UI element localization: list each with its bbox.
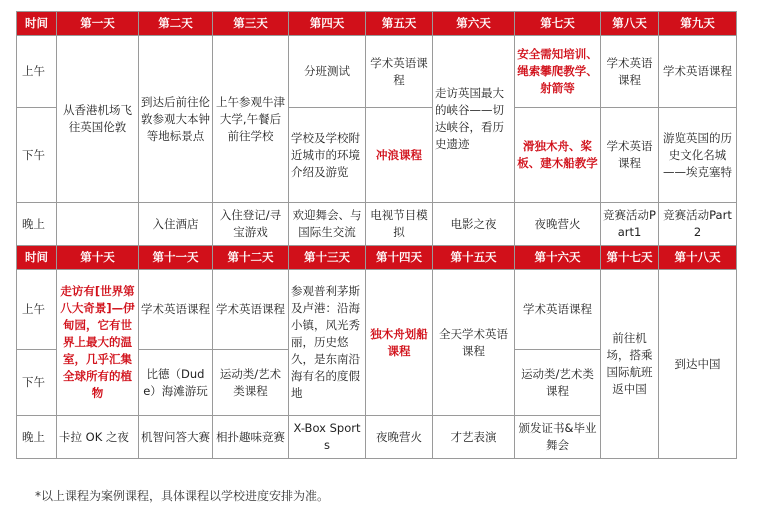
header-day12: 第十二天 bbox=[213, 246, 289, 270]
header-row-week2 bbox=[17, 246, 737, 270]
cell-day16-am: 学术英语课程 bbox=[515, 270, 601, 350]
cell-day5-eve: 电视节目模拟 bbox=[366, 203, 433, 246]
cell-day1-eve bbox=[57, 203, 139, 246]
cell-day12-pm: 运动类/艺术类课程 bbox=[213, 350, 289, 416]
row-evening-week1 bbox=[17, 203, 737, 246]
period-morning-2: 上午 bbox=[17, 270, 57, 350]
header-day7: 第七天 bbox=[515, 12, 601, 36]
header-day16: 第十六天 bbox=[515, 246, 601, 270]
header-day2: 第二天 bbox=[139, 12, 213, 36]
cell-day7-am: 安全需知培训、绳索攀爬教学、射箭等 bbox=[515, 36, 601, 108]
cell-day14-eve: 夜晚营火 bbox=[366, 416, 433, 459]
header-day17: 第十七天 bbox=[601, 246, 659, 270]
cell-day11-am: 学术英语课程 bbox=[139, 270, 213, 350]
cell-day16-eve: 颁发证书&毕业舞会 bbox=[515, 416, 601, 459]
header-row-week1 bbox=[17, 12, 737, 36]
cell-day17: 前往机场，搭乘国际航班返中国 bbox=[601, 270, 659, 459]
cell-day5-am: 学术英语课程 bbox=[366, 36, 433, 108]
header-day10: 第十天 bbox=[57, 246, 139, 270]
header-time-2: 时间 bbox=[17, 246, 57, 270]
cell-day13-eve: X-Box Sports bbox=[289, 416, 366, 459]
cell-day18: 到达中国 bbox=[659, 270, 737, 459]
header-day9: 第九天 bbox=[659, 12, 737, 36]
cell-day2-day: 到达后前往伦敦参观大本钟等地标景点 bbox=[139, 36, 213, 203]
cell-day8-am: 学术英语课程 bbox=[601, 36, 659, 108]
cell-day4-pm: 学校及学校附近城市的环境介绍及游览 bbox=[289, 108, 366, 203]
header-day13: 第十三天 bbox=[289, 246, 366, 270]
cell-day14-day: 独木舟划船课程 bbox=[366, 270, 433, 416]
cell-day7-pm: 滑独木舟、桨板、建木船教学 bbox=[515, 108, 601, 203]
header-day3: 第三天 bbox=[213, 12, 289, 36]
row-morning-week1 bbox=[17, 36, 737, 108]
header-day8: 第八天 bbox=[601, 12, 659, 36]
cell-day15-eve: 才艺表演 bbox=[433, 416, 515, 459]
header-day14: 第十四天 bbox=[366, 246, 433, 270]
cell-day2-eve: 入住酒店 bbox=[139, 203, 213, 246]
cell-day16-pm: 运动类/艺术类课程 bbox=[515, 350, 601, 416]
header-day5: 第五天 bbox=[366, 12, 433, 36]
cell-day3-eve: 入住登记/寻宝游戏 bbox=[213, 203, 289, 246]
cell-day7-eve: 夜晚营火 bbox=[515, 203, 601, 246]
cell-day3-day: 上午参观牛津大学,午餐后前往学校 bbox=[213, 36, 289, 203]
cell-day8-eve: 竞赛活动Part1 bbox=[601, 203, 659, 246]
cell-day5-pm: 冲浪课程 bbox=[366, 108, 433, 203]
cell-day12-eve: 相扑趣味竞赛 bbox=[213, 416, 289, 459]
period-evening: 晚上 bbox=[17, 203, 57, 246]
cell-day9-eve: 竞赛活动Part2 bbox=[659, 203, 737, 246]
footnote: *以上课程为案例课程，具体课程以学校进度安排为准。 bbox=[35, 489, 330, 503]
cell-day10-eve: 卡拉 OK 之夜 bbox=[57, 416, 139, 459]
cell-day6-eve: 电影之夜 bbox=[433, 203, 515, 246]
cell-day9-pm: 游览英国的历史文化名城——埃克塞特 bbox=[659, 108, 737, 203]
period-morning: 上午 bbox=[17, 36, 57, 108]
cell-day13-day: 参观普利茅斯及卢港：沿海小镇，风光秀丽，历史悠久，是东南沿海有名的度假地 bbox=[289, 270, 366, 416]
cell-day6-day: 走访英国最大的峡谷——切达峡谷，看历史遗迹 bbox=[433, 36, 515, 203]
header-day18: 第十八天 bbox=[659, 246, 737, 270]
period-afternoon: 下午 bbox=[17, 108, 57, 203]
period-afternoon-2: 下午 bbox=[17, 350, 57, 416]
cell-day15-day: 全天学术英语课程 bbox=[433, 270, 515, 416]
row-morning-week2 bbox=[17, 270, 737, 350]
period-evening-2: 晚上 bbox=[17, 416, 57, 459]
header-time: 时间 bbox=[17, 12, 57, 36]
cell-day4-am: 分班测试 bbox=[289, 36, 366, 108]
cell-day9-am: 学术英语课程 bbox=[659, 36, 737, 108]
header-day4: 第四天 bbox=[289, 12, 366, 36]
cell-day12-am: 学术英语课程 bbox=[213, 270, 289, 350]
header-day15: 第十五天 bbox=[433, 246, 515, 270]
cell-day8-pm: 学术英语课程 bbox=[601, 108, 659, 203]
header-day11: 第十一天 bbox=[139, 246, 213, 270]
cell-day10-day: 走访有[世界第八大奇景]—伊甸园，它有世界上最大的温室，几乎汇集全球所有的植物 bbox=[57, 270, 139, 416]
schedule-table bbox=[16, 11, 737, 459]
cell-day11-eve: 机智问答大赛 bbox=[139, 416, 213, 459]
schedule-container bbox=[16, 11, 737, 459]
cell-day11-pm: 比德（Dude）海滩游玩 bbox=[139, 350, 213, 416]
cell-day1: 从香港机场飞往英国伦敦 bbox=[57, 36, 139, 203]
header-day1: 第一天 bbox=[57, 12, 139, 36]
cell-day4-eve: 欢迎舞会、与国际生交流 bbox=[289, 203, 366, 246]
header-day6: 第六天 bbox=[433, 12, 515, 36]
